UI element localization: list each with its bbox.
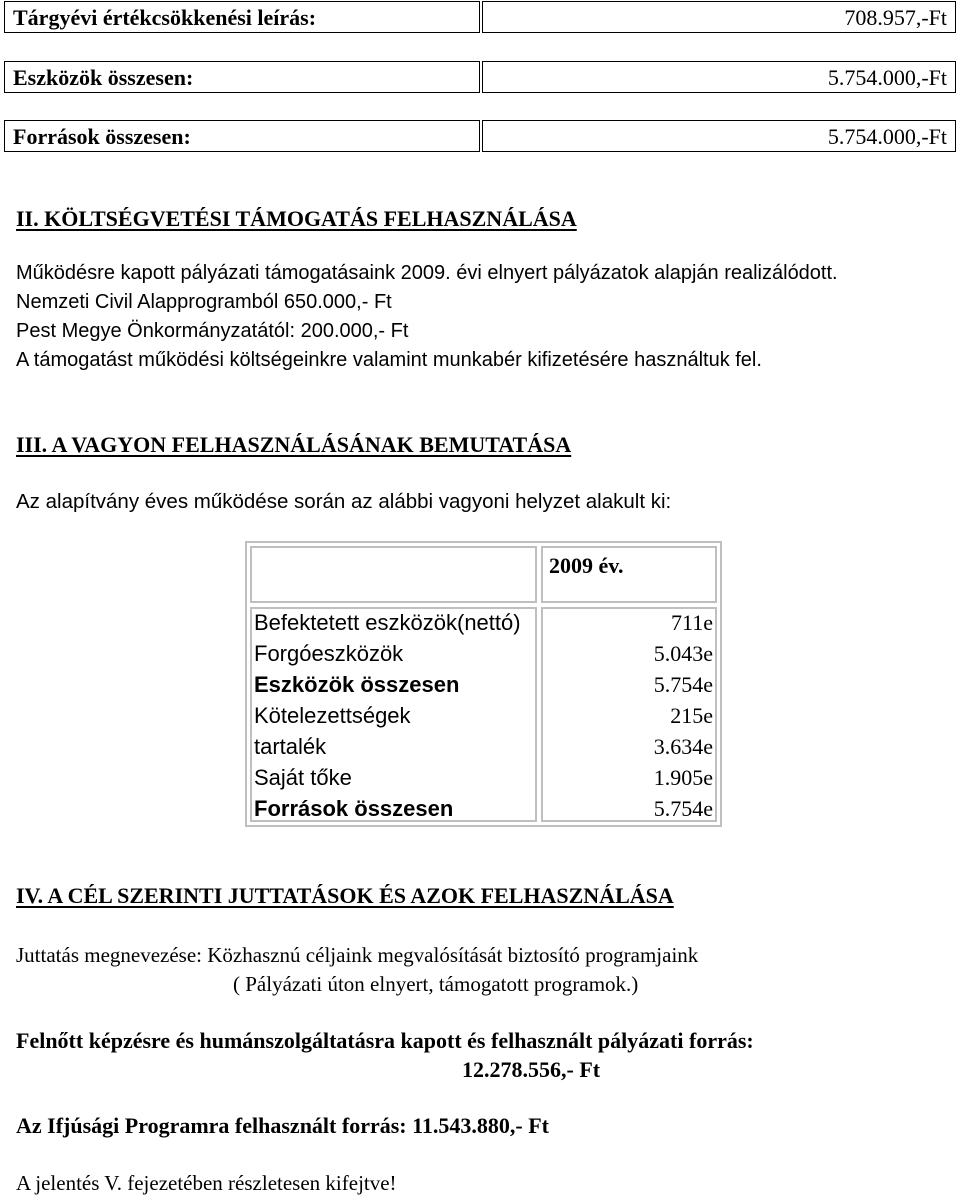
balance-row-value: 5.754e	[653, 672, 713, 697]
balance-table-values	[541, 607, 717, 822]
summary-row	[4, 61, 956, 95]
section-4-heading: IV. A CÉL SZERINTI JUTTATÁSOK ÉS AZOK FELHASZNÁLÁSA	[16, 883, 674, 908]
balance-row-value: 1.905e	[653, 765, 713, 790]
balance-table-header-blank	[250, 546, 537, 603]
balance-row-label: Saját tőke	[254, 765, 352, 790]
benefit-name-line: Juttatás megnevezése: Közhasznú céljaink megvalósítását biztosító programjaink	[16, 943, 699, 967]
summary-label: Eszközök összesen:	[4, 61, 480, 93]
adult-training-amount: 12.278.556,- Ft	[462, 1057, 601, 1082]
balance-row-label: tartalék	[254, 734, 327, 759]
section-3-intro: Az alapítvány éves működése során az alábbi vagyoni helyzet alakult ki:	[16, 490, 672, 513]
section-2-line: Pest Megye Önkormányzatától: 200.000,- Ft	[16, 320, 409, 342]
youth-program-funding: Az Ifjúsági Programra felhasznált forrás: 11.543.880,- Ft	[16, 1113, 549, 1138]
adult-training-funding: Felnőtt képzésre és humánszolgáltatásra kapott és felhasznált pályázati forrás:	[16, 1028, 754, 1053]
section-2-line: Működésre kapott pályázati támogatásaink 2009. évi elnyert pályázatok alapján realizálódott.	[16, 262, 838, 284]
report-note: A jelentés V. fejezetében részletesen kifejtve!	[16, 1171, 397, 1195]
balance-row-label: Eszközök összesen	[254, 672, 460, 697]
summary-value: 5.754.000,-Ft	[482, 120, 956, 152]
balance-table-year-header: 2009 év.	[541, 546, 717, 603]
summary-label: Források összesen:	[4, 120, 480, 152]
section-2-heading: II. KÖLTSÉGVETÉSI TÁMOGATÁS FELHASZNÁLÁSA	[16, 206, 577, 231]
balance-row-value: 3.634e	[653, 734, 713, 759]
section-2-line: Nemzeti Civil Alapprogramból 650.000,- Ft	[16, 291, 392, 313]
section-3-heading: III. A VAGYON FELHASZNÁLÁSÁNAK BEMUTATÁSA	[16, 432, 572, 457]
summary-value: 708.957,-Ft	[482, 1, 956, 33]
balance-row-value: 215e	[670, 703, 713, 728]
balance-row-label: Kötelezettségek	[254, 703, 411, 728]
balance-row-value: 711e	[671, 610, 713, 635]
balance-row-label: Források összesen	[254, 796, 454, 821]
balance-table	[245, 541, 722, 827]
balance-row-label: Forgóeszközök	[254, 641, 404, 666]
summary-label: Tárgyévi értékcsökkenési leírás:	[4, 1, 480, 33]
benefit-note-line: ( Pályázati úton elnyert, támogatott programok.)	[233, 972, 639, 996]
summary-row	[4, 1, 956, 35]
balance-row-value: 5.043e	[653, 641, 713, 666]
section-2-line: A támogatást működési költségeinkre valamint munkabér kifizetésére használtuk fel.	[16, 349, 762, 371]
summary-value: 5.754.000,-Ft	[482, 61, 956, 93]
balance-row-label: Befektetett eszközök(nettó)	[254, 610, 521, 635]
balance-row-value: 5.754e	[653, 796, 713, 821]
summary-row	[4, 120, 956, 154]
balance-table-labels	[250, 607, 537, 822]
